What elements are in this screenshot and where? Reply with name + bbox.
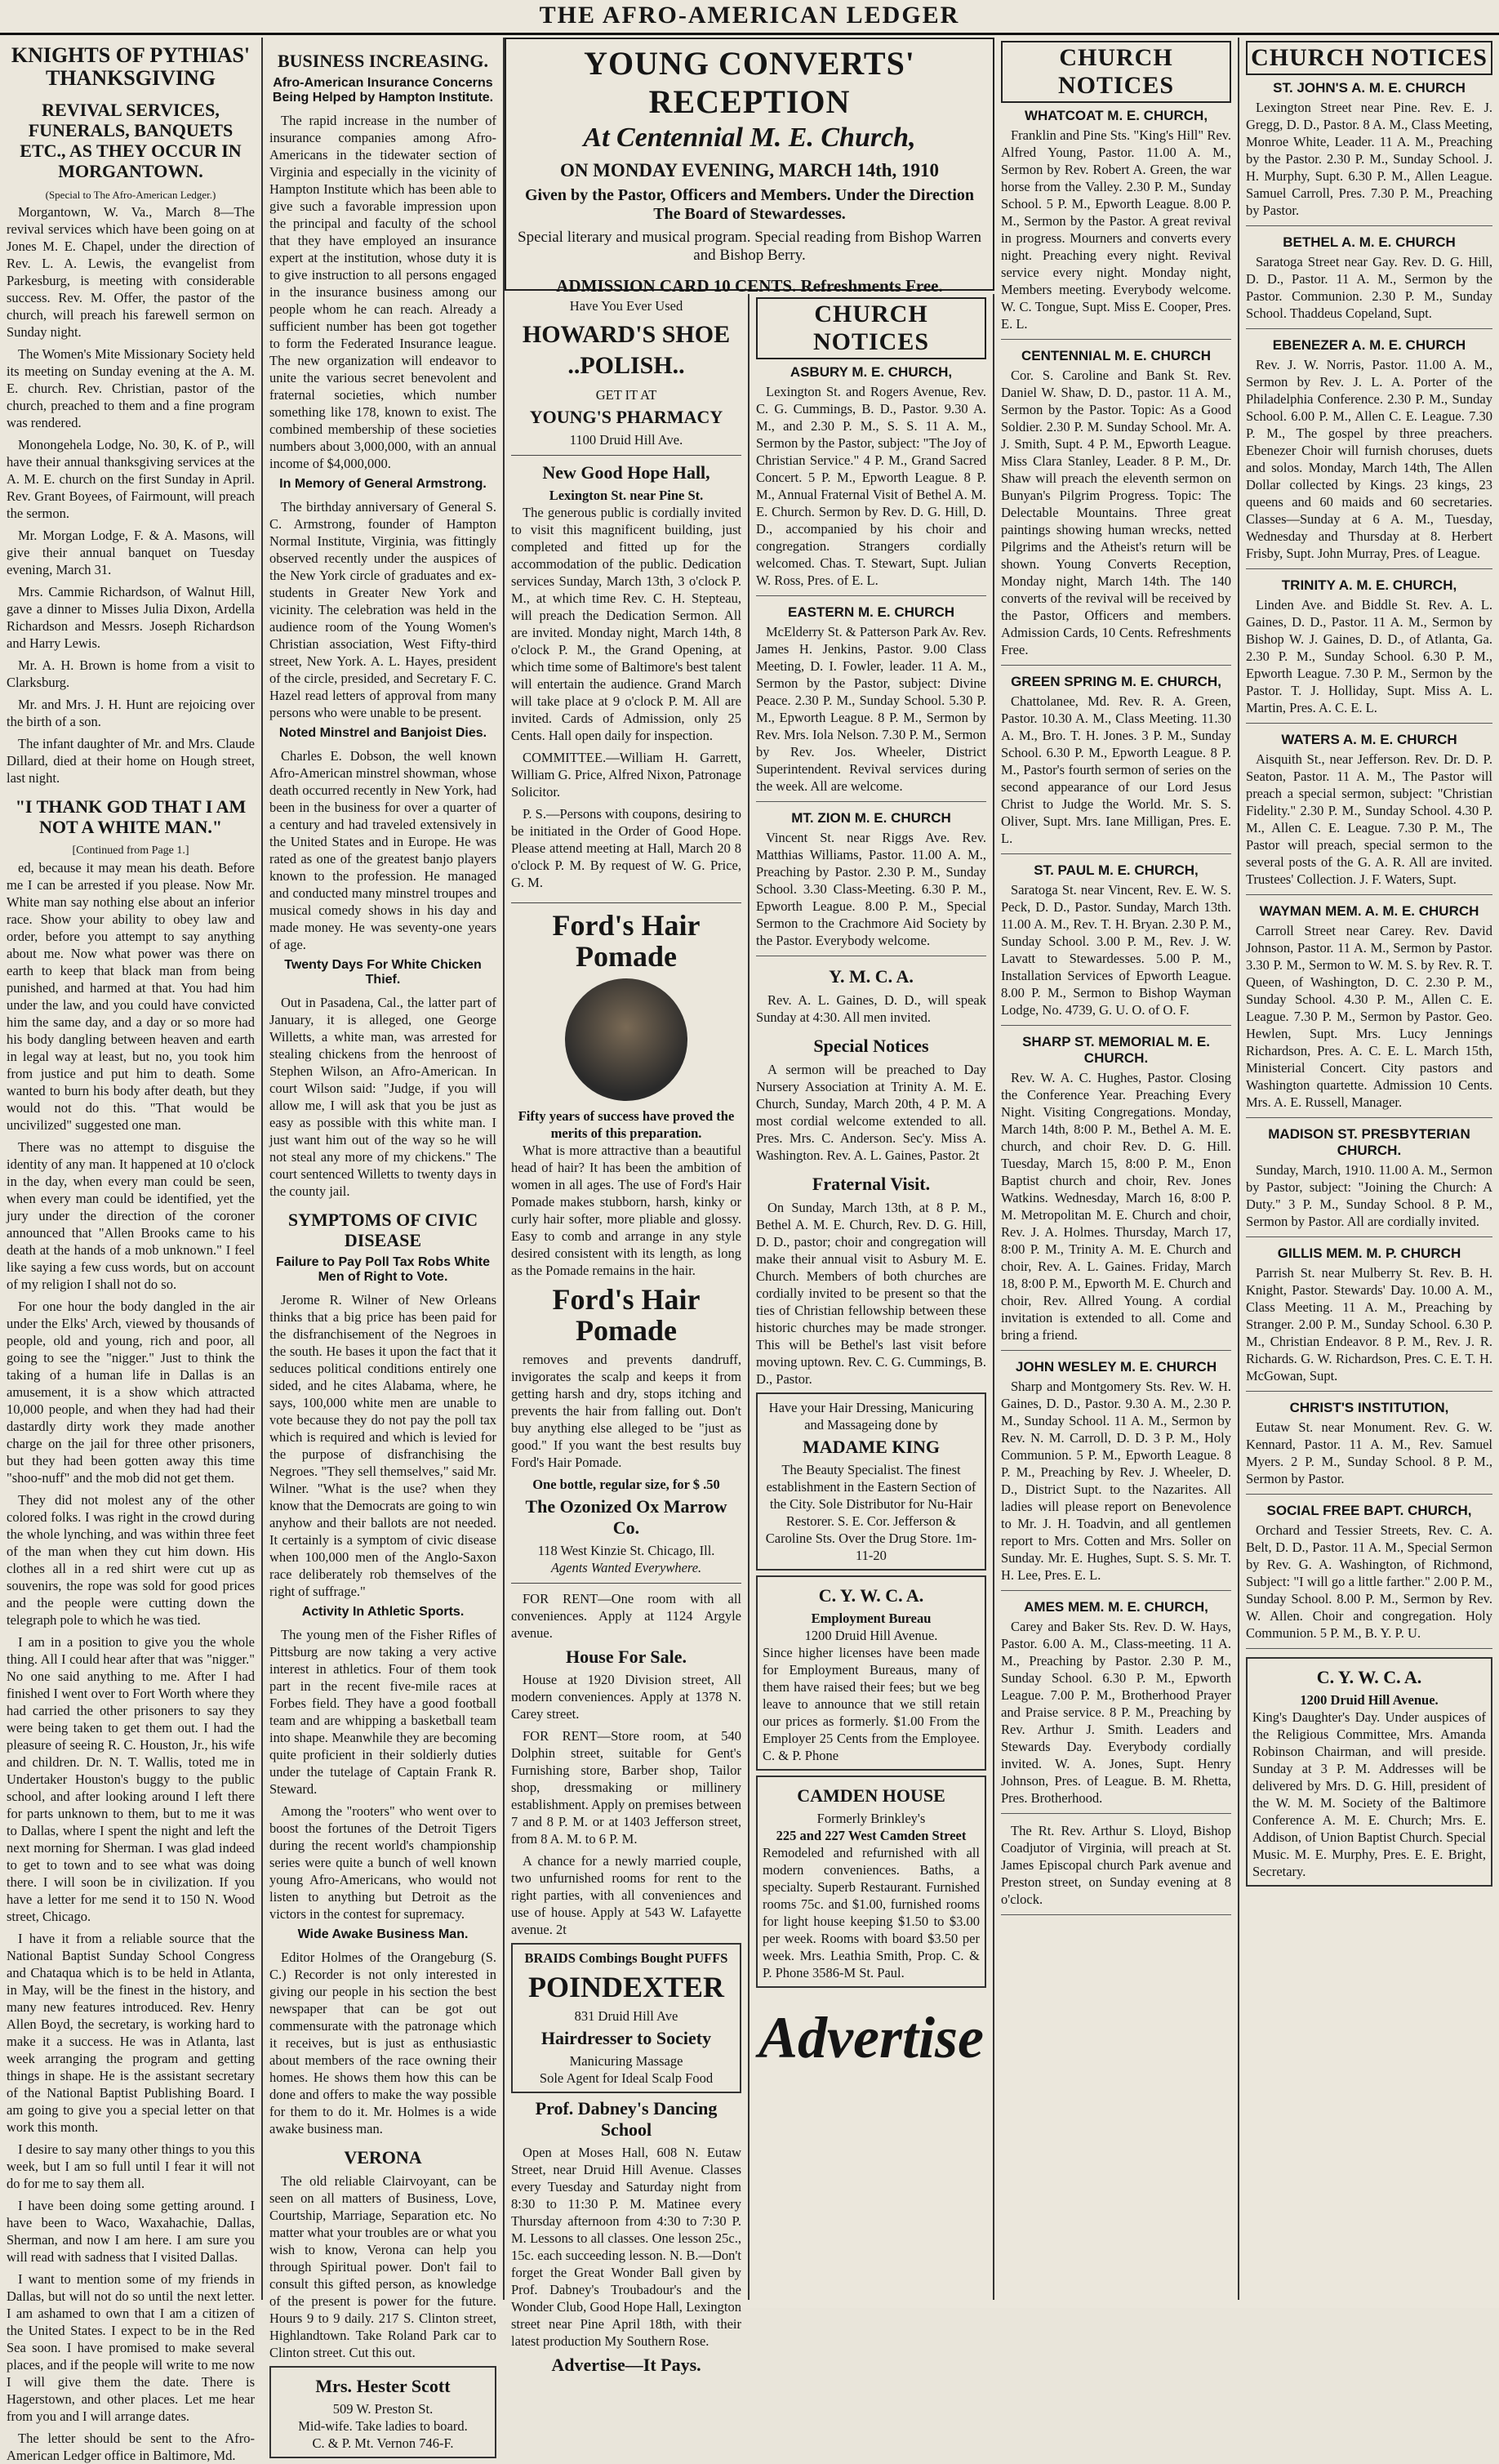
reception-date: ON MONDAY EVENING, MARCH 14th, 1910 bbox=[559, 160, 940, 180]
church-name: AMES MEM. M. E. CHURCH, bbox=[1024, 1599, 1208, 1615]
church-name: TRINITY A. M. E. CHURCH, bbox=[1281, 577, 1457, 593]
manicuring-line: Manicuring Massage bbox=[569, 2053, 683, 2069]
morgantown-paragraph: Mr. A. H. Brown is home from a visit to Clarksburg. bbox=[7, 657, 255, 690]
headline-verona: VERONA bbox=[344, 2147, 422, 2168]
church-schedule: Sharp and Montgomery Sts. Rev. W. H. Gaines, D. D., Pastor. 9.30 A. M., 2.30 P. M., Sunday School. 11 A. M., Sermon by Rev. N. M. Carroll, D. D. 3 P. M., Holy Communion. 5 P. M., Epworth League. 8 P. M., Preaching by Rev. J. Wheeler, D. D., District Supt. to the Nazarites. All ladies will please report on Benevolence to Mr. J. H. Toadvin, and all gentlemen report to Mrs. Cotten and Mrs. Soller on Sunday. Mr. E. Hughes, Supt. S. S. Mr. T. H. Lee, Pres. E. L. bbox=[1001, 1379, 1231, 1583]
morgantown-paragraph: Morgantown, W. Va., March 8—The revival services which have been going on at Jones M. E. Chapel, under the direction of Rev. L. A. Lewis, the evangelist from Parkesburg, is meeting with considerable success. Rev. M. Offer, the pastor of the church, will preach his farewell sermon on Sunday night. bbox=[7, 204, 255, 340]
reception-admission: ADMISSION CARD 10 CENTS. Refreshments Free. bbox=[556, 276, 943, 296]
church-notice bbox=[1001, 1599, 1231, 1814]
morgantown-paragraph: Mr. Morgan Lodge, F. & A. Masons, will give their annual banquet on Tuesday evening, March 31. bbox=[7, 528, 255, 577]
church-notice bbox=[1246, 234, 1492, 329]
reception-given: Given by the Pastor, Officers and Members. Under the Direction The Board of Stewardesses. bbox=[524, 186, 975, 223]
headline-athletic: Activity In Athletic Sports. bbox=[301, 1605, 465, 1619]
church-name: SOCIAL FREE BAPT. CHURCH, bbox=[1266, 1503, 1472, 1518]
thank-god-paragraph: There was no attempt to disguise the identity of any man. It happened at 10 o'clock in the day, when every man could be seen, when every man could be identified, yet the jury under the direction of the coroner announced that "Allen Brooks came to his death at the hands of a mob unknown." I feel like saying a few cuss words, but on account of my religion I shall not do so. bbox=[7, 1139, 255, 1292]
column-4 bbox=[750, 294, 994, 2300]
hester-phone: C. & P. Mt. Vernon 746-F. bbox=[312, 2435, 454, 2451]
column-5 bbox=[994, 38, 1239, 2300]
shoe-store: YOUNG'S PHARMACY bbox=[529, 407, 723, 427]
cywca-text: Since higher licenses have been made for Employment Bureaus, many of them have raised their fees; but we beg leave to announce that we still retain our prices as formerly. $1.00 From the Employer 25 Cents from the Employee. C. & P. Phone bbox=[763, 1645, 980, 1763]
church-schedule: Chattolanee, Md. Rev. R. A. Green, Pastor. 10.30 A. M., Class Meeting. 11.30 A. M., Bro. T. H. Jones. 3 P. M., Sunday School. 6.30 P. M., Epworth League. 8 P. M., Pastor's fourth sermon of series on the second appearance of our Lord Jesus Christ to Judge the World. Mr. S. S. Oliver, Supt. Mrs. Iane Milligan, Pres. E. L. bbox=[1001, 693, 1231, 846]
hall-title: New Good Hope Hall, bbox=[542, 462, 710, 483]
credit-line: (Special to The Afro-American Ledger.) bbox=[45, 189, 216, 201]
church-schedule: Carey and Baker Sts. Rev. D. W. Hays, Pastor. 6.00 A. M., Class-meeting. 11 A. M., Preaching by Pastor. 2.30 P. M., Sunday School. 6.30 P. M., Epworth League. 7.00 P. M., Brotherhood Prayer and Praise service. 8 P. M., Preaching by Rev. Arthur J. Smith. Leaders and Stewards Day. Everybody cordially invited. W. A. Jones, Supt. Henry Johnson, Pres. of League. B. M. Rhetta, Pres. Brotherhood. bbox=[1001, 1619, 1231, 1806]
church-notice bbox=[756, 364, 986, 596]
woman-portrait-image bbox=[565, 978, 687, 1101]
column-2 bbox=[263, 38, 505, 2451]
church-name: MADISON ST. PRESBYTERIAN CHURCH. bbox=[1268, 1126, 1470, 1158]
hall-sub: Lexington St. near Pine St. bbox=[549, 488, 704, 503]
church-name: GREEN SPRING M. E. CHURCH, bbox=[1011, 674, 1221, 689]
ad-for-rent-2: FOR RENT—Store room, at 540 Dolphin street, suitable for Gent's Furnishing store, Barber shop, Tailor shop, dressmaking or millinery establishment. Apply on premises between 7 and 8 P. M. or at 1403 Jefferson street, from 8 A. M. to 6 P. M. bbox=[511, 1728, 741, 1847]
ymca-head: Y. M. C. A. bbox=[829, 966, 914, 987]
headline-minstrel: Noted Minstrel and Banjoist Dies. bbox=[278, 726, 487, 740]
church-name: BETHEL A. M. E. CHURCH bbox=[1283, 234, 1456, 250]
thank-god-paragraph: For one hour the body dangled in the air under the Elks' Arch, viewed by thousands of people, old and young, rich and poor, all going to see the "nigger." Just to think the taking of a human life in Dallas is an amusement, it is a show which attracted 10,000 people, and when they had had their dastardly dirty work they made another charge on the jail for three other prisoners, but they had been gotten away this time "shoo-nuff" and the mob did not get them. bbox=[7, 1299, 255, 1486]
ad-cywca-2 bbox=[1246, 1657, 1492, 1887]
church-notice bbox=[1001, 674, 1231, 854]
church-schedule: McElderry St. & Patterson Park Av. Rev. James H. Jenkins, Pastor. 9.00 Class Meeting, D. I. Fowler, leader. 11 A. M., Sermon by the Pastor, subject: Divine Peace. 2.30 P. M., Sunday School. 5.30 P. M., Epworth League. 8 P. M., Sermon by Rev. Mrs. Iola Nelson. 7.30 P. M., Sermon by Rev. Jos. Wheeler, District Superintendent. Revival services during the week. All are welcome. bbox=[756, 624, 986, 794]
pomade-price: One bottle, regular size, for $ .50 bbox=[532, 1477, 720, 1492]
church-name: CHRIST'S INSTITUTION, bbox=[1289, 1400, 1449, 1415]
headline-armstrong: In Memory of General Armstrong. bbox=[279, 477, 487, 491]
cywca2-addr: 1200 Druid Hill Avenue. bbox=[1300, 1692, 1439, 1708]
church-name: WAYMAN MEM. A. M. E. CHURCH bbox=[1259, 903, 1479, 919]
church-notice bbox=[1001, 1359, 1231, 1591]
pomade-title-2: Ford's Hair Pomade bbox=[552, 1283, 701, 1347]
madame-title: MADAME KING bbox=[802, 1437, 941, 1457]
pomade-text: What is more attractive than a beautiful head of hair? It has been the ambition of women in all ages. The use of Ford's Hair Pomade makes stubborn, harsh, kinky or curly hair softer, more pliable and glossy. Easy to comb and arrange in any style desired consistent with its length, as long as the Pomade remains in the hair. bbox=[511, 1143, 741, 1278]
hester-addr: 509 W. Preston St. bbox=[332, 2401, 434, 2417]
special-notices-text: A sermon will be preached to Day Nursery Association at Trinity A. M. E. Church, Sunday, March 20th, 4 P. M. A most cordial welcome extended to all. Pres. Mrs. C. Anderson. Sec'y. Miss A. Washington. Rev. A. L. Gaines, Pastor. 2t bbox=[756, 1062, 986, 1163]
article-morgantown bbox=[7, 203, 255, 786]
church-notice bbox=[756, 810, 986, 956]
camden-text: Remodeled and refurnished with all modern conveniences. Baths, a specialty. Superb Restaurant. Furnished rooms 75c. and $1.00, furnished rooms for light house keeping $1.50 to $3.00 per week. Rooms with board $3.50 per week. Mrs. Leathia Smith, Prop. C. & P. Phone 3586-M St. Paul. bbox=[763, 1845, 980, 1981]
continued-note: [Continued from Page 1.] bbox=[72, 844, 189, 857]
poindexter-addr: 831 Druid Hill Ave bbox=[574, 2008, 678, 2024]
church-list-3 bbox=[1246, 80, 1492, 1649]
church-notice bbox=[1001, 1822, 1231, 1915]
article-business: The rapid increase in the number of insurance companies among Afro-Americans in the tidewater section of Virginia and especially in the vicinity of Hampton Institute which has been able to give such a favorable impression upon the principal and faculty of the school that they have employed an insurance expert at the institution, whose duty it is to give instruction to all persons engaged in the insurance business among our people whom he can reach. Already a sufficient number has been got together to form the Federated Insurance league. The new organization will endeavor to unite the various secret benevolent and fraternal societies, which number something like 178, known to exist. The combined membership of these societies numbers about 3,000,000, with an annual income of $4,000,000. bbox=[269, 113, 496, 471]
church-notices-head-1: CHURCH NOTICES bbox=[756, 297, 986, 359]
church-schedule: Aisquith St., near Jefferson. Rev. Dr. D. P. Seaton, Pastor. 11 A. M., The Pastor will preach a special sermon, subject: "Christian Fidelity." 2.30 P. M., Sunday School. 4.30 P. M., Allen C. E. League. 7.30 P. M., The Pastor will preach, special sermon to the several posts of the G. A. R. All are invited. Trustees' Collection. J. F. Waters, Supt. bbox=[1246, 751, 1492, 887]
morgantown-paragraph: Monongehela Lodge, No. 30, K. of P., will have their annual thanksgiving services at the A. M. E. church on the first Sunday in April. Rev. Grant Boyees, of Fairmount, will preach the sermon. bbox=[7, 437, 255, 521]
morgantown-paragraph: The infant daughter of Mr. and Mrs. Claude Dillard, died at their home on Hough street, last night. bbox=[7, 736, 255, 786]
article-armstrong: The birthday anniversary of General S. C. Armstrong, founder of Hampton Normal Institute, Virginia, was fittingly observed recently under the auspices of the New York circle of graduates and ex-students in Greater New York and vicinity. The celebration was held in the audience room of the Young Women's Christian association, West Fifty-third street, New York. A. L. Hayes, president of the circle, presided, and Secretary F. C. Hazel read letters of approval from many persons who were unable to be present. bbox=[269, 499, 496, 720]
church-notice bbox=[1001, 348, 1231, 666]
ad-ford-pomade bbox=[511, 910, 741, 1584]
church-name: MT. ZION M. E. CHURCH bbox=[791, 810, 951, 826]
headline-chicken: Twenty Days For White Chicken Thief. bbox=[284, 958, 482, 987]
church-notice bbox=[1246, 337, 1492, 569]
madame-question: Have your Hair Dressing, Manicuring and Massageing done by bbox=[768, 1400, 974, 1433]
pomade-caption: Fifty years of success have proved the merits of this preparation. bbox=[518, 1108, 735, 1141]
church-name: WATERS A. M. E. CHURCH bbox=[1281, 732, 1457, 747]
house-sale-text: House at 1920 Division street, All modern conveniences. Apply at 1378 N. Carey street. bbox=[511, 1672, 741, 1722]
church-name: SHARP ST. MEMORIAL M. E. CHURCH. bbox=[1022, 1034, 1210, 1066]
reception-program: Special literary and musical program. Special reading from Bishop Warren and Bishop Berry. bbox=[518, 229, 981, 264]
column-6 bbox=[1239, 38, 1499, 2300]
church-schedule: Saratoga Street near Gay. Rev. D. G. Hill, D. D., Pastor. 11 A. M., Sermon by the Pastor. Communion. 2.30 P. M., Sunday School. Thaddeus Copeland, Supt. bbox=[1246, 254, 1492, 321]
cywca2-head: C. Y. W. C. A. bbox=[1316, 1667, 1422, 1687]
subhead-civic: Failure to Pay Poll Tax Robs White Men of Right to Vote. bbox=[276, 1255, 490, 1284]
fraternal-head: Fraternal Visit. bbox=[812, 1174, 931, 1194]
thank-god-paragraph: The letter should be sent to the Afro-American Ledger office in Baltimore, Md. bbox=[7, 2431, 255, 2463]
ad-young-converts bbox=[505, 38, 994, 296]
church-list-1 bbox=[756, 364, 986, 956]
article-minstrel: Charles E. Dobson, the well known Afro-American minstrel showman, whose death occurred recently in New York, had been in the business for over a quarter of a century and had traveled extensively in the United States and in Europe. He was rated as one of the greatest banjo players known to the profession. He managed and conducted many minstrel troupes and musical comedy shows in his day and made money. He was seventy-one years of age. bbox=[269, 748, 496, 952]
masthead: THE AFRO-AMERICAN LEDGER bbox=[0, 0, 1499, 35]
church-schedule: Lexington St. and Rogers Avenue, Rev. C. G. Cummings, B. D., Pastor. 9.30 A. M., and 2.30 P. M., S. S. 11 A. M., Sermon by the Pastor, subject: "The Joy of Christian Service." 4 P. M., Grand Sacred Concert. 5 P. M., Epworth League. 8 P. M., Annual Fraternal Visit of Bethel A. M. E. Church. Sermon by Rev. D. G. Hill, D. D., accompanied by his choir and congregation. Strangers cordially welcomed. Chas. T. Stewart, Supt. Julian W. Ross, Pres. of E. L. bbox=[756, 384, 986, 588]
ymca-text: Rev. A. L. Gaines, D. D., will speak Sunday at 4:30. All men invited. bbox=[756, 992, 986, 1025]
cywca-sub: Employment Bureau bbox=[811, 1611, 932, 1626]
ad-verona: The old reliable Clairvoyant, can be seen on all matters of Business, Love, Courtship, Marriage, Separation etc. No matter what your troubles are or what you wish to know, Verona can help you through Spiritual power. Don't fail to consult this gifted person, as knowledge of the present is power for the future. Hours 9 to 9 daily. 217 S. Clinton street, Highlandtown. Take Roland Park car to Clinton street. Cut this out. bbox=[269, 2173, 496, 2360]
church-schedule: Vincent St. near Riggs Ave. Rev. Matthias Williams, Pastor. 11.00 A. M., Preaching by Pastor. 2.30 P. M., Sunday School. 3.30 Class-Meeting. 6.30 P. M., Epworth League. 8.00 P. M., Special Sermon to the Crachmore Aid Society by the Pastor. Everybody welcome. bbox=[756, 830, 986, 948]
church-schedule: Orchard and Tessier Streets, Rev. C. A. Belt, D. D., Pastor. 11 A. M., Special Sermon by Rev. G. A. Washington, of Richmond, Subject: "I will go a little farther." 2.00 P. M., Sunday School. 8.00 P. M., Sermon by Rev. W. Allen. Choir and congregation. Holy Communion. 5 P. M., B. Y. P. U. bbox=[1246, 1522, 1492, 1641]
church-notice bbox=[1246, 1126, 1492, 1237]
church-schedule: Franklin and Pine Sts. "King's Hill" Rev. Alfred Young, Pastor. 11.00 A. M., Sermon by Rev. Robert A. Green, the war horse from the Valley. 2.30 P. M., Sunday School. 5 P. M., Epworth League. 8.00 P. M., Sermon by the Pastor. A great revival in progress. Mourners and converts every night. Preaching every night. Revival service every night. Monday night, Members meeting. Everybody welcome. W. C. Tongue, Supt. Miss E. Cooper, Pres. E. L. bbox=[1001, 127, 1231, 332]
thank-god-paragraph: I have it from a reliable source that the National Baptist Sunday School Congress and Chataqua which is to be held in Atlanta, in May, will be the finest in the history, and many new features introduced. Rev. Henry Allen Boyd, the secretary, is working hard to make it a success. He was in Atlanta, last week arranging the program and getting things in shape. He is the assistant secretary of the National Baptist Publishing Board. I am going to give you a special letter on that work this month. bbox=[7, 1931, 255, 2135]
pomade-agents: Agents Wanted Everywhere. bbox=[550, 1560, 702, 1575]
church-notice bbox=[1001, 108, 1231, 340]
ad-poindexter bbox=[511, 1943, 741, 2093]
church-list-2 bbox=[1001, 108, 1231, 1915]
church-name: WHATCOAT M. E. CHURCH, bbox=[1024, 108, 1208, 123]
dabney-text: Open at Moses Hall, 608 N. Eutaw Street, near Druid Hill Avenue. Classes every Tuesday and Saturday night from 8:30 to 11:30 P. M. Matinee every Thursday afternoon from 4:30 to 7:30 P. M. Lessons to all classes. One lesson 25c., 15c. each succeeding lesson. N. B.—Don't forget the Great Wonder Ball given by Prof. Dabney's Troubadour's and the Wonder Club, Good Hope Hall, Lexington street near Pine April 18th, with their latest production My Southern Rose. bbox=[511, 2145, 741, 2349]
ad-good-hope-hall bbox=[511, 462, 741, 903]
church-notice bbox=[1246, 1503, 1492, 1649]
hester-name: Mrs. Hester Scott bbox=[315, 2376, 451, 2396]
hairdresser-line: Hairdresser to Society bbox=[540, 2028, 712, 2048]
subhead-business: Afro-American Insurance Concerns Being Helped by Hampton Institute. bbox=[272, 76, 494, 105]
house-sale-title: House For Sale. bbox=[565, 1646, 687, 1667]
church-schedule: Eutaw St. near Monument. Rev. G. W. Kennard, Pastor. 11 A. M., Rev. Samuel Myers. 2 P. M., Sunday School. 8 P. M., Sermon by Pastor. bbox=[1246, 1419, 1492, 1486]
church-schedule: Carroll Street near Carey. Rev. David Johnson, Pastor. 11 A. M., Sermon by Pastor. 3.30 P. M., Sermon to W. M. S. by Rev. R. T. Queen, of Washington, D. C. 2.30 P. M., Sunday School. 4.30 P. M., Allen C. E. League. 7.30 P. M., Sermon by Pastor. Geo. Hewlen, Supt. Mrs. Lucy Jennings Richardson, Pres. A. C. E. L. March 15th, Ministerial Concert. City pastors and Washington quartette. Admission 10 Cents. Mrs. A. E. Russell, Manager. bbox=[1246, 923, 1492, 1110]
ad-for-rent-1: FOR RENT—One room with all conveniences. Apply at 1124 Argyle avenue. bbox=[511, 1591, 741, 1641]
church-notice bbox=[1246, 732, 1492, 895]
church-schedule: Lexington Street near Pine. Rev. E. J. Gregg, D. D., Pastor. 8 A. M., Class Meeting, Monroe White, Leader. 11 A. M., Preaching by the Pastor. 2.30 P. M., Sunday School. J. H. Murphy, Supt. 6.30 P. M., Allen League. Samuel Carroll, Pres. 7.30 P. M., Preaching by Pastor. bbox=[1246, 100, 1492, 218]
church-schedule: Cor. S. Caroline and Bank St. Rev. Daniel W. Shaw, D. D., pastor. 11 A. M., Sermon by the Pastor. Topic: As a Good Soldier. 2.30 P. M. Sunday School. Mr. A. J. Smith, Supt. 4 P. M., Epworth League. Miss Clara Stanley, Leader. 8 P. M., Dr. Shaw will preach the eleventh sermon on Bunyan's Pilgrim Progress. Topic: The Delectable Mountains. Three great paintings showing human wrecks, netted Pilgrims and the Atheist's return will be shown. Young Converts Reception, Monday night, March 14th. The 140 converts of the revival will be received by the Pastor, Officers and members. Admission Cards, 10 Cents. Refreshments Free. bbox=[1001, 368, 1231, 657]
church-notices-head-3: CHURCH NOTICES bbox=[1246, 41, 1492, 75]
madame-text: The Beauty Specialist. The finest establishment in the Eastern Section of the City. Sole Distributor for Nu-Hair Restorer. S. E. Cor. Jefferson & Caroline Sts. Over the Drug Store. 1m-11-20 bbox=[765, 1462, 977, 1563]
thank-god-paragraph: I want to mention some of my friends in Dallas, but will not do so until the next letter. I am ashamed to own that I am a citizen of the United States. I expect to be in the Red Sea soon. I have promised to make several places, and if the people will write to me now I will give them the date. There is Hagerstown, and other places. Let me hear from you and I will arrange dates. bbox=[7, 2271, 255, 2424]
advertise-footer: Advertise—It Pays. bbox=[551, 2355, 701, 2375]
headline-civic: SYMPTOMS OF CIVIC DISEASE bbox=[287, 1210, 478, 1250]
special-notices-head: Special Notices bbox=[813, 1036, 929, 1056]
pomade-text-2: removes and prevents dandruff, invigorates the scalp and keeps it from getting harsh and dry, stops itching and prevents the hair from falling out. Don't buy anything else alleged to be "just as good." If you want the best results buy Ford's Hair Pomade. bbox=[511, 1352, 741, 1470]
pomade-address: 118 West Kinzie St. Chicago, Ill. bbox=[537, 1543, 715, 1558]
headline-thank-god: "I THANK GOD THAT I AM NOT A WHITE MAN." bbox=[15, 796, 247, 837]
pomade-company: The Ozonized Ox Marrow Co. bbox=[525, 1496, 727, 1538]
pomade-title: Ford's Hair Pomade bbox=[552, 909, 701, 973]
camden-title: CAMDEN HOUSE bbox=[797, 1785, 945, 1806]
shoe-question: Have You Ever Used bbox=[569, 298, 683, 314]
article-chicken: Out in Pasadena, Cal., the latter part of January, it is alleged, one George Willetts, a white man, was arrested for stealing chickens from the henroost of Stephen Wilson, an Afro-American. In court Wilson said: "Judge, if you will allow me, I will ask that you be just as easy as possible with this white man. I just want him out of the way so he will not steal any more of my chickens." The court sentenced Willetts to twenty days in the county jail. bbox=[269, 995, 496, 1199]
column-1 bbox=[0, 38, 263, 2463]
headline-knights: KNIGHTS OF PYTHIAS' THANKSGIVING bbox=[11, 43, 251, 90]
thank-god-paragraph: I have been doing some getting around. I have been to Waco, Waxahachie, Dallas, Sherman, and now I am here. I am sure you will read with sadness that I visited Dallas. bbox=[7, 2198, 255, 2265]
thank-god-paragraph: I desire to say many other things to you this week, but I am so full until I fear it will not do for me to say them all. bbox=[7, 2141, 255, 2191]
shoe-addr: 1100 Druid Hill Ave. bbox=[569, 432, 683, 448]
church-schedule: Rev. W. A. C. Hughes, Pastor. Closing the Conference Year. Preaching Every Night. Visiting Congregations. Monday, March 14th, 8:00 P. M., Bethel A. M. E. church, and choir Rev. D. G. Hill. Tuesday, March 15, 8:00 P. M., Enon Baptist church and choir, Rev. Jones Watkins. Wednesday, March 16, 8:00 P. M. Metropolitan M. E. Church and choir, Rev. J. A. Holmes. Thursday, March 17, 8:00 P. M., Trinity A. M. E. Church and choir, Rev. A. L. Gaines. Friday, March 18, 8:00 P. M., Epworth M. E. Church and choir, Rev. Allred Young. A cordial invitation is extended to all. Come and bring a friend. bbox=[1001, 1070, 1231, 1343]
church-name: ST. PAUL M. E. CHURCH, bbox=[1034, 862, 1199, 878]
article-athletic: The young men of the Fisher Rifles of Pittsburg are now taking a very active interest in athletics. Four of them took part in the recent five-mile races at Forbes field. They have a good football team and are whipping a basketball team into shape. Meanwhile they are becoming quite proficient in their soldierly duties under the tutelage of Captain Frank R. Steward. bbox=[269, 1627, 496, 1797]
cywca-head: C. Y. W. C. A. bbox=[818, 1585, 924, 1606]
thank-god-paragraph: ed, because it may mean his death. Before me I can be arrested if you please. Now Mr. White man say nothing else about an inferior race. Show your ability to obey law and order, before you attempt to say anything about me. Now what power was there on earth to keep that black man from being punished, and harmed at that. You had him under the law, and you could have convicted him the same day, and a day or so more had his body dangling between heaven and earth in legal way at least, but no, you took him from justice and put him to death. Some wanted to burn his body after death, but they would not do this. "That would be uncivilized" suggested one man. bbox=[7, 860, 255, 1133]
braids-line: BRAIDS Combings Bought PUFFS bbox=[524, 1950, 728, 1966]
dabney-title: Prof. Dabney's Dancing School bbox=[535, 2098, 718, 2140]
church-notice bbox=[1246, 80, 1492, 226]
subhead-revival: REVIVAL SERVICES, FUNERALS, BANQUETS ETC., AS THEY OCCUR IN MORGANTOWN. bbox=[20, 100, 242, 181]
shoe-title: HOWARD'S SHOE ..POLISH.. bbox=[522, 321, 731, 379]
ad-chance: A chance for a newly married couple, two unfurnished rooms for rent to the right parties, with all conveniences and use of house. Apply at 543 W. Lafayette avenue. 2t bbox=[511, 1853, 741, 1937]
church-notice bbox=[1246, 577, 1492, 724]
hall-text: The generous public is cordially invited to visit this magnificent building, just completed and fitted up for the accommodation of the public. Dedication services Sunday, March 13th, 3 o'clock P. M., at which time Rev. C. H. Stepteau, will preach the Dedication Sermon. All are invited. Monday night, March 14th, 8 o'clock P. M., the Grand Opening, at which time some of Baltimore's best talent will entertain the audience. Grand March will take place at 9 o'clock P. M. All are invited. Cards of Admission, only 25 Cents. Hall open daily for inspection. bbox=[511, 505, 741, 743]
church-schedule: Linden Ave. and Biddle St. Rev. A. L. Gaines, D. D., Pastor. 11 A. M., Sermon by Bishop W. J. Gaines, D. D., of Atlanta, Ga. 2.30 P. M., Sunday School. 6.30 P. M., Epworth League. 7.30 P. M., Sermon by the Pastor. T. J. Holliday, Supt. Miss A. L. Martin, Pres. A. C. E. L. bbox=[1246, 597, 1492, 715]
church-name: JOHN WESLEY M. E. CHURCH bbox=[1015, 1359, 1217, 1375]
thank-god-paragraph: I am in a position to give you the whole thing. All I could hear after that was "nigger." No one said anything to me. After I had finished I went over to Fort Worth where they had carried the other prisoners to say they were being taken to get them out. I had the pleasure of seeing R. C. Houston, Jr., his wife and children. Dr. N. T. Wallis, toted me in Undertaker Houston's buggy to the public school, and after looking around I left there for parts unknown to them, but to me it was to Dallas, where I spent the night and left the next morning for Sherman. I was glad indeed to get to town and to see what was doing there. I will soon be in civilization. If you have a letter for me send it to 150 N. Wood street, Chicago. bbox=[7, 1634, 255, 1924]
church-schedule: Parrish St. near Mulberry St. Rev. B. H. Knight, Pastor. Stewards' Day. 10.00 A. M., Class Meeting. 11 A. M., Preaching by Stranger. 2.00 P. M., Sunday School. 6.30 P. M., Christian Endeavor. 8 P. M., Rev. J. R. Richards. G. W. Richardson, Pres. C. E. T. H. McGowan, Supt. bbox=[1246, 1265, 1492, 1383]
shoe-at: GET IT AT bbox=[595, 387, 657, 403]
morgantown-paragraph: Mr. and Mrs. J. H. Hunt are rejoicing over the birth of a son. bbox=[7, 697, 255, 729]
hester-tag: Mid-wife. Take ladies to board. bbox=[298, 2418, 468, 2434]
church-notice bbox=[1001, 1034, 1231, 1351]
ad-madame-king bbox=[756, 1392, 986, 1571]
cywca-addr: 1200 Druid Hill Avenue. bbox=[804, 1628, 938, 1643]
church-name: EBENEZER A. M. E. CHURCH bbox=[1272, 337, 1466, 353]
church-schedule: Rev. J. W. Norris, Pastor. 11.00 A. M., Sermon by Rev. J. L. A. Porter of the Philadelphia Conference. 2.30 P. M., Sunday School. 6.00 P. M., Allen C. E. League. 7.30 P. M., The gospel by three preachers. Ebenezer Choir will furnish choruses, duets and solos. Monday, March 14th, The Allen Dollar collected by Kings. 23 kings, 23 queens and 60 maids and 60 secretaries. Classes—Sunday at 6 A. M., Tuesday, Wednesday and Thursday at 8. Herbert Frisby, Supt. John Murray, Pres. of League. bbox=[1246, 357, 1492, 561]
camden-addr: 225 and 227 West Camden Street bbox=[776, 1828, 967, 1843]
church-name: EASTERN M. E. CHURCH bbox=[787, 604, 954, 620]
headline-wide-awake: Wide Awake Business Man. bbox=[297, 1927, 469, 1941]
hall-committee: COMMITTEE.—William H. Garrett, William G. Price, Alfred Nixon, Patronage Solicitor. bbox=[511, 750, 741, 800]
church-name: ST. JOHN'S A. M. E. CHURCH bbox=[1273, 80, 1466, 96]
headline-business: BUSINESS INCREASING. bbox=[278, 51, 488, 71]
morgantown-paragraph: The Women's Mite Missionary Society held its meeting on Sunday evening at the A. M. E. church. Rev. Christian, pastor of the church, preached to them and a fine program was rendered. bbox=[7, 346, 255, 430]
article-athletic-2: Among the "rooters" who went over to boost the fortunes of the Detroit Tigers during the recent world's championship series were quite a bunch of well known young Afro-Americans, who would not listen to anything but Detroit as the victors in the contest for supremacy. bbox=[269, 1803, 496, 1922]
thank-god-paragraph: They did not molest any of the other colored folks. I was right in the crowd during the whole lynching, and was within three feet of the man when they cut him down. His clothes all in a red shirt were cut up as souvenirs, the rope was sold for good prices and the people were cutting down the telegraph pole to which he was tied. bbox=[7, 1492, 255, 1628]
ad-shoe-polish bbox=[511, 297, 741, 456]
article-wide-awake: Editor Holmes of the Orangeburg (S. C.) Recorder is not only interested in giving our people in his section the best newspaper that can be got out commensurate with the patronage which it receives, but is just as enthusiastic about members of the race owning their homes. He shows them how this can be done and offers to make the way possible for them to do it. Mr. Holmes is a wide awake business man. bbox=[269, 1949, 496, 2137]
church-notice bbox=[1246, 903, 1492, 1118]
fraternal-text: On Sunday, March 13th, at 8 P. M., Bethel A. M. E. Church, Rev. D. G. Hill, D. D., pastor; choir and congregation will make their annual visit to Asbury M. E. Church. Members of both churches are cordially invited to be present so that the ties of Christian fellowship between these historic churches may be made stronger. This will be Bethel's last visit before moving uptown. Rev. C. G. Cummings, B. D., Pastor. bbox=[756, 1200, 986, 1387]
scalp-line: Sole Agent for Ideal Scalp Food bbox=[539, 2070, 714, 2086]
church-schedule: Sunday, March, 1910. 11.00 A. M., Sermon by Pastor, subject: "Joining the Church: A Duty." 3 P. M., Sunday School. 8 P. M., Sermon by Pastor. All are cordially invited. bbox=[1246, 1162, 1492, 1229]
morgantown-paragraph: Mrs. Cammie Richardson, of Walnut Hill, gave a dinner to Misses Julia Dixon, Ardella Richardson and Messrs. Joseph Richardson and Harry Lewis. bbox=[7, 584, 255, 651]
church-notice bbox=[1246, 1245, 1492, 1392]
ad-cywca bbox=[756, 1575, 986, 1771]
church-notice bbox=[1001, 862, 1231, 1026]
church-name: ASBURY M. E. CHURCH, bbox=[790, 364, 953, 380]
hall-ps: P. S.—Persons with coupons, desiring to be initiated in the Order of Good Hope. Please attend meeting at Hall, March 20 8 o'clock P. M. By request of W. G. Price, G. M. bbox=[511, 806, 741, 890]
church-schedule: Saratoga St. near Vincent, Rev. E. W. S. Peck, D. D., Pastor. Sunday, March 13th. 11.00 A. M., Rev. T. H. Bryan. 2.30 P. M., Sunday School. 3.00 P. M., Rev. J. W. Lavatt to Stewardesses. 5.00 P. M., Installation Services of Epworth League. 8.00 P. M., Sermon to Bishop Wayman Lodge, No. 4739, G. U. O. of O. F. bbox=[1001, 882, 1231, 1018]
church-name: GILLIS MEM. M. P. CHURCH bbox=[1277, 1245, 1461, 1261]
church-notice bbox=[1246, 1400, 1492, 1495]
church-notice bbox=[756, 604, 986, 802]
cywca2-text: King's Daughter's Day. Under auspices of the Religious Committee, Mrs. Amanda Robinson Chairman, and will preside. Sunday at 3 P. M. Addresses will be delivered by Mrs. D. G. Hill, president of the W. M. M. Society of the Baltimore Conference A. M. E. Church; Mrs. E. Addison, of Union Baptist Church. Special Music. M. E. Murphy, Pres. E. E. Bright, Secretary. bbox=[1252, 1709, 1486, 1879]
article-civic: Jerome R. Wilner of New Orleans thinks that a big price has been paid for the disfranchisement of the Negroes in the south. He bases it upon the fact that it seduces political conditions entirely one sided, and he cites Alabama, where, he says, 100,000 white men are unable to vote because they do not pay the poll tax which is required and which is levied for the purpose of disfranchising the Negroes. "They sell themselves," said Mr. Wilner. "What is the use? when they know that the Democrats are going to win anyhow and their ballots are not needed. It certainly is a symptom of civic disease when 100,000 men of the Anglo-Saxon race deliberately rob themselves of the right of suffrage." bbox=[269, 1292, 496, 1599]
ad-camden-house bbox=[756, 1776, 986, 1988]
article-thank-god bbox=[7, 859, 255, 2464]
reception-place: At Centennial M. E. Church, bbox=[583, 123, 916, 153]
church-name: CENTENNIAL M. E. CHURCH bbox=[1021, 348, 1212, 363]
column-3 bbox=[505, 294, 750, 2375]
camden-sub: Formerly Brinkley's bbox=[816, 1811, 926, 1826]
church-notices-head-2: CHURCH NOTICES bbox=[1001, 41, 1231, 103]
reception-title: YOUNG CONVERTS' RECEPTION bbox=[584, 45, 915, 120]
advertise-banner: Advertise bbox=[758, 2005, 984, 2070]
church-schedule: The Rt. Rev. Arthur S. Lloyd, Bishop Coadjutor of Virginia, will preach at St. James Episcopal church Park avenue and Preston street, on Sunday evening at 8 o'clock. bbox=[1001, 1823, 1231, 1907]
ad-hester-scott bbox=[269, 2366, 496, 2458]
poindexter-title: POINDEXTER bbox=[527, 1971, 725, 2003]
